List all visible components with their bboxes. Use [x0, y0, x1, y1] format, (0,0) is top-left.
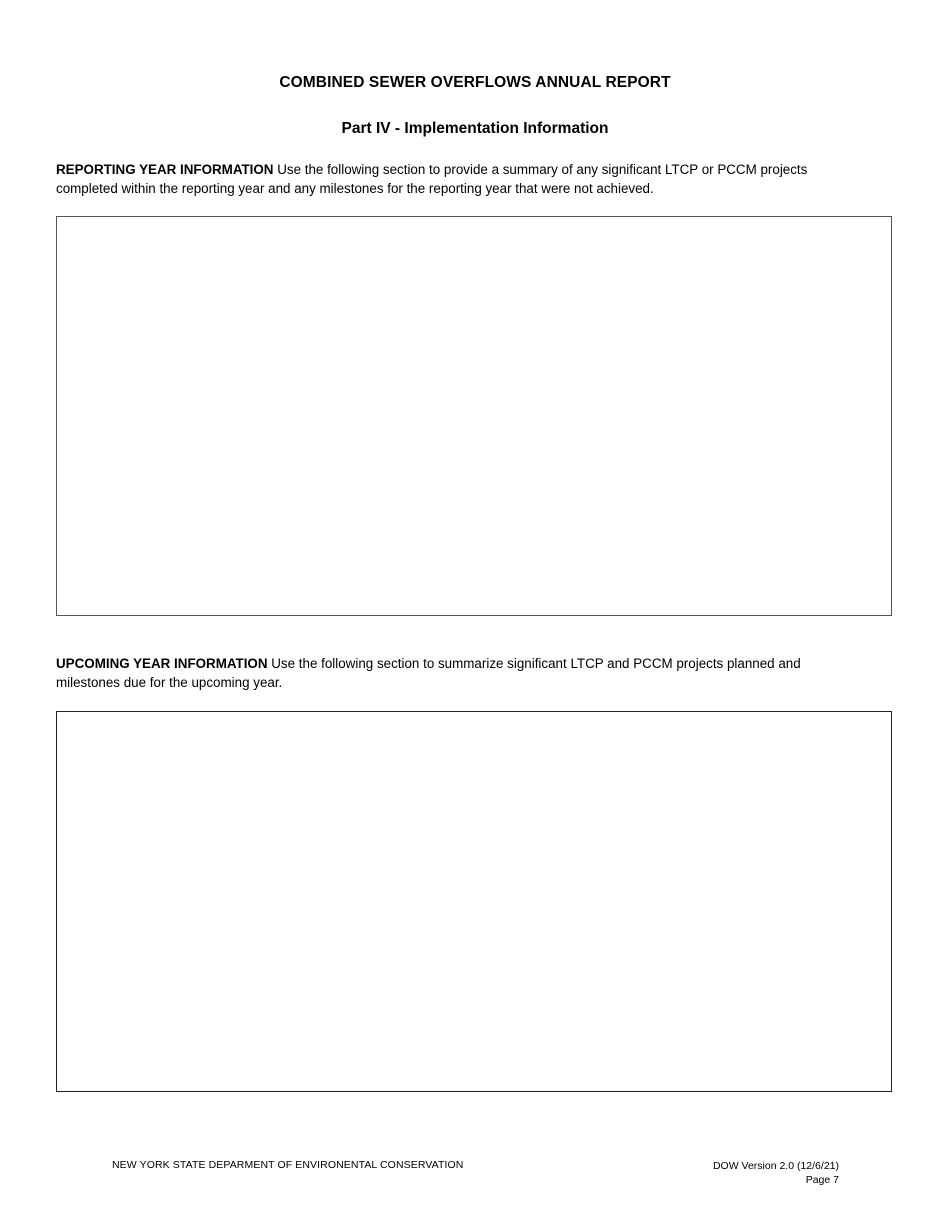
- upcoming-year-heading: UPCOMING YEAR INFORMATION: [56, 656, 268, 671]
- upcoming-year-instructions: [56, 654, 856, 692]
- reporting-year-instructions: [56, 160, 856, 198]
- footer-version-block: [713, 1159, 839, 1187]
- part-title: Part IV - Implementation Information: [341, 120, 609, 137]
- page-number: Page 7: [805, 1174, 839, 1186]
- reporting-year-description: Use the following section to provide a summary of any significant LTCP or PCCM projects completed within the reporting year and any milestones for the reporting year that were not achieved.: [56, 162, 808, 196]
- footer-version: DOW Version 2.0 (12/6/21): [712, 1160, 839, 1172]
- reporting-year-heading: REPORTING YEAR INFORMATION: [56, 162, 274, 177]
- upcoming-year-input[interactable]: [56, 711, 892, 1092]
- reporting-year-input[interactable]: [56, 216, 892, 616]
- report-title: COMBINED SEWER OVERFLOWS ANNUAL REPORT: [279, 74, 671, 91]
- upcoming-year-description: Use the following section to summarize significant LTCP and PCCM projects planned and milestones due for the upcoming year.: [56, 656, 801, 690]
- footer-agency: NEW YORK STATE DEPARMENT OF ENVIRONENTAL CONSERVATION: [112, 1159, 464, 1171]
